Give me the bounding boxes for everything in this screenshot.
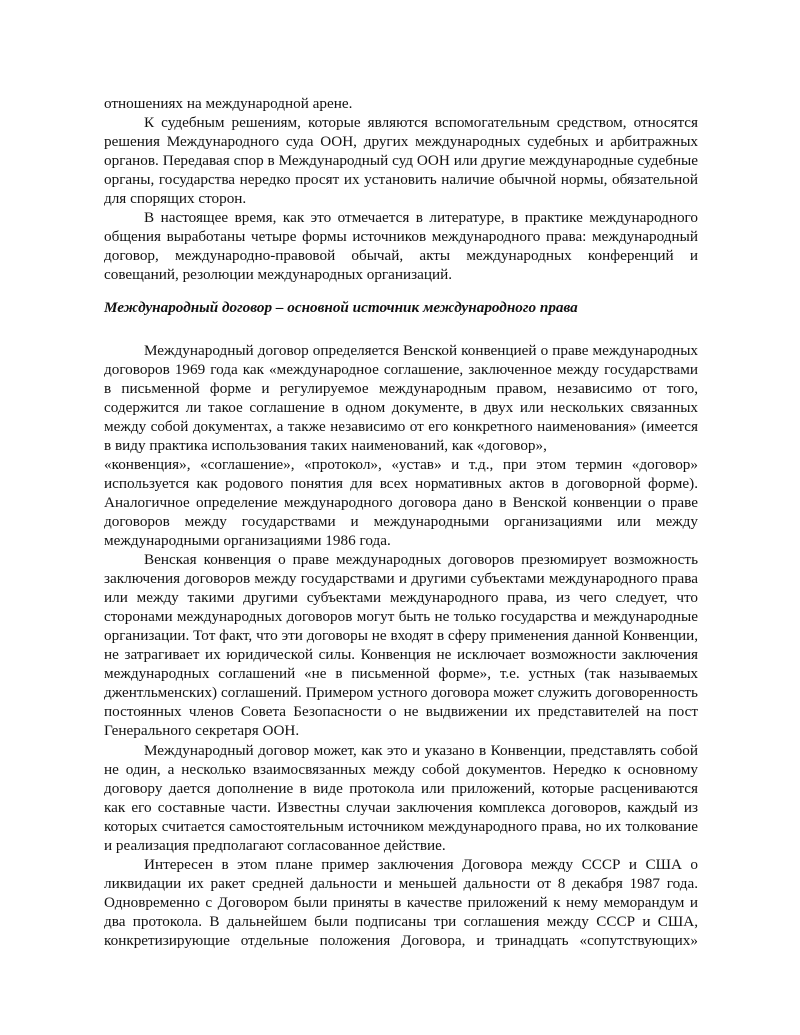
paragraph-multiple-documents: Международный договор может, как это и указано в Конвенции, представлять собой не один, а несколько взаимосвязанных между собой документов. Нередко к основному договору дается дополнение в виде протокола или приложений, которые расцениваются как его составные части. Известны случаи заключения комплекса договоров, каждый из которых считается самостоятельным источником международного права, но их толкование и реализация предполагают согласованное действие.	[104, 741, 698, 854]
paragraph-treaty-definition: Международный договор определяется Венской конвенцией о праве международных договоров 1969 года как «международное соглашение, заключенное между государствами в письменной форме и регулируемое международным правом, независимо от того, содержится ли такое соглашение в одном документе, в двух или нескольких связанных между собой документах, а также независимо от его конкретного наименования» (имеется в виду практика использования таких наименований, как «договор»,	[104, 341, 698, 454]
paragraph-vienna-convention: Венская конвенция о праве международных договоров презюмирует возможность заключения договоров между государствами и другими субъектами международного права или между такими другими субъектами международного права, из чего следует, что сторонами международных договоров могут быть не только государства и международные организации. Тот факт, что эти договоры не входят в сферу применения данной Конвенции, не затрагивает их юридической силы. Конвенция не исключает возможности заключения международных соглашений «не в письменной форме», т.е. устных (так называемых джентльменских) соглашений. Примером устного договора может служить договоренность постоянных членов Совета Безопасности о не выдвижении их представителей на пост Генерального секретаря ООН.	[104, 551, 698, 740]
paragraph-intro-tail: отношениях на международной арене.	[104, 95, 353, 112]
paragraph-ussr-usa-example: Интересен в этом плане пример заключения Договора между СССР и США о ликвидации их ракет средней дальности и меньшей дальности от 8 декабря 1987 года. Одновременно с Договором были приняты в качестве приложений к нему меморандум и два протокола. В дальнейшем были подписаны три соглашения между СССР и США, конкретизирующие отдельные положения Договора, и тринадцать «сопутствующих»	[104, 855, 698, 949]
paragraph-treaty-definition-cont: «конвенция», «соглашение», «протокол», «устав» и т.д., при этом термин «договор» используется как родового понятия для всех нормативных актов в договорной форме). Аналогичное определение международного договора дано в Венской конвенции о праве договоров между государствами и международными организациями или между международными организациями 1986 года.	[104, 455, 698, 549]
paragraph-sources-forms: В настоящее время, как это отмечается в литературе, в практике международного общения выработаны четыре формы источников международного права: международный договор, международно-правовой обычай, акты международных конференций и совещаний, резолюции международных организаций.	[104, 209, 698, 284]
paragraph-judicial-decisions: К судебным решениям, которые являются вспомогательным средством, относятся решения Международного суда ООН, других международных судебных и арбитражных органов. Передавая спор в Международный суд ООН или другие международные судебные органы, государства нередко просят их установить наличие обычной нормы, обязательной для спорящих сторон.	[104, 114, 698, 208]
document-page	[104, 94, 698, 950]
section-heading: Международный договор – основной источник международного права	[104, 299, 578, 317]
